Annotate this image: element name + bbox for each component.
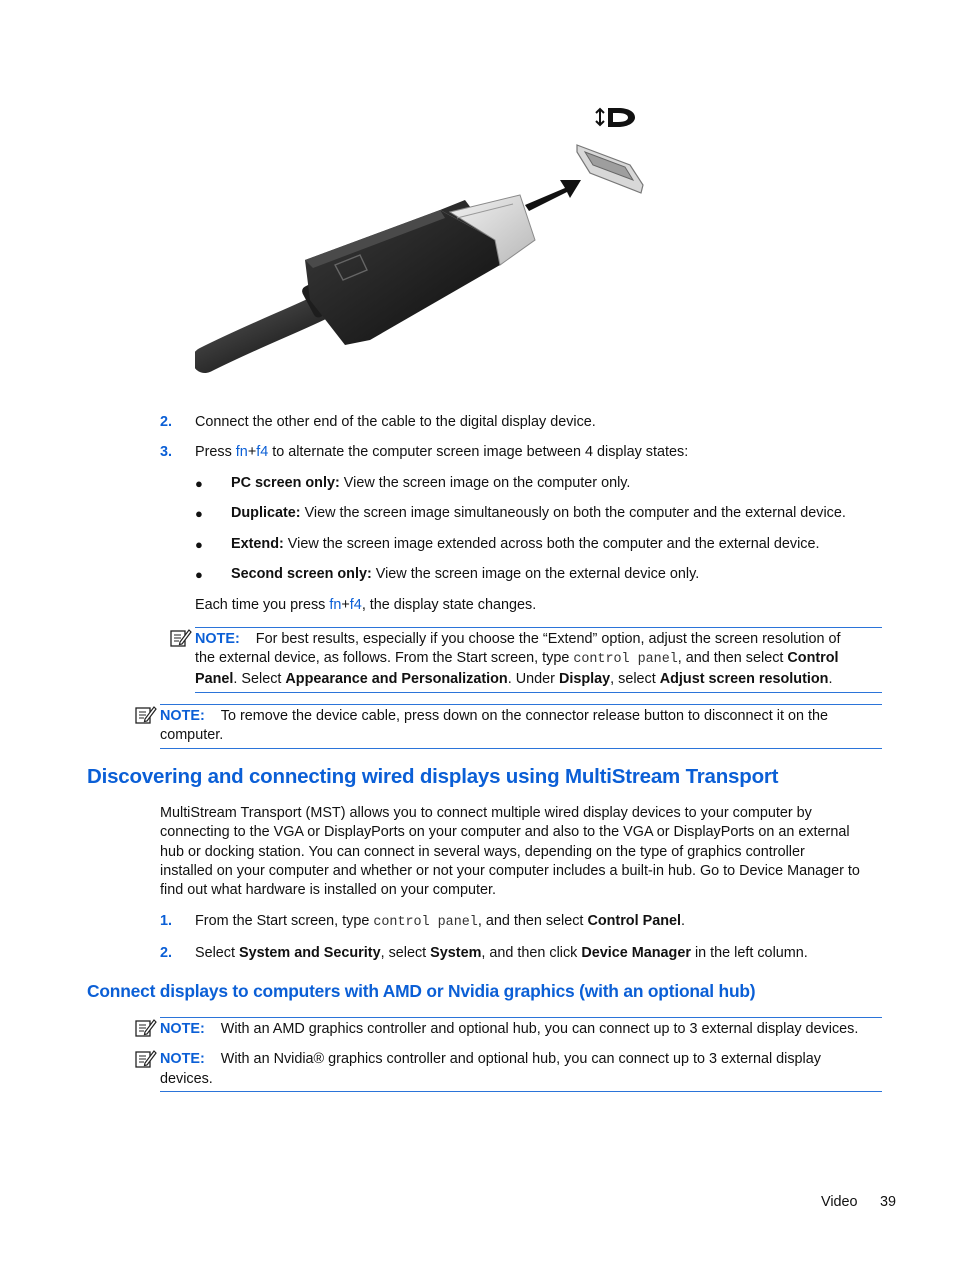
note-rule-top — [160, 1017, 882, 1018]
ui-term: Panel — [195, 671, 234, 687]
text: . — [680, 913, 685, 929]
note-label: NOTE: — [160, 1051, 205, 1067]
bullet-term: Duplicate: — [231, 505, 301, 521]
step-number: 2. — [160, 414, 173, 430]
paragraph-line: installed on your computer and whether or not your computer includes a built-in hub. Go to Device Manager to — [160, 863, 860, 879]
bullet-desc: View the screen image on the external device only. — [371, 566, 700, 582]
text: , select — [380, 945, 431, 961]
text: . — [828, 671, 833, 687]
text: , and then select — [477, 913, 588, 929]
bullet-item — [195, 565, 203, 585]
note-icon — [135, 705, 157, 725]
bullet-desc: View the screen image simultaneously on both the computer and the external device. — [300, 505, 846, 521]
step-2-text — [195, 944, 808, 963]
text: the external device, as follows. From the Start screen, type — [195, 650, 574, 666]
step-2-text: Connect the other end of the cable to the digital display device. — [195, 414, 596, 430]
bullet-term: Extend: — [231, 536, 284, 552]
text: , and then click — [481, 945, 582, 961]
text: , and then select — [677, 650, 788, 666]
step-number: 2. — [160, 945, 173, 961]
text: . Under — [507, 671, 559, 687]
step-1 — [160, 912, 172, 931]
displayport-cable-illustration — [195, 100, 655, 400]
note-line-1 — [195, 630, 841, 649]
ui-term: Appearance and Personalization — [285, 671, 508, 687]
bullet-item — [195, 535, 203, 555]
bullet-term: Second screen only: — [231, 566, 372, 582]
note-line-3 — [195, 670, 832, 689]
text: With an Nvidia® graphics controller and optional hub, you can connect up to 3 external display — [220, 1051, 821, 1067]
note-label: NOTE: — [195, 631, 240, 647]
note-nvidia-line-2: devices. — [160, 1071, 213, 1087]
paragraph-line: find out what hardware is installed on your computer. — [160, 882, 496, 898]
bullet-text — [231, 504, 846, 523]
f4-key: f4 — [256, 444, 269, 460]
fn-key: fn — [329, 597, 342, 613]
text: . Select — [233, 671, 286, 687]
ui-term: System — [430, 945, 482, 961]
note-line-2: computer. — [160, 727, 224, 743]
note-icon — [135, 1018, 157, 1038]
bullet-item — [195, 504, 203, 524]
text: , the display state changes. — [361, 597, 537, 613]
page-number: 39 — [880, 1194, 897, 1210]
fn-key: fn — [235, 444, 248, 460]
note-line-1 — [160, 707, 828, 726]
step-number: 3. — [160, 444, 173, 460]
ui-term: Control Panel — [587, 913, 681, 929]
bullet-icon: ● — [195, 506, 203, 521]
note-line-2 — [195, 649, 839, 669]
note-label: NOTE: — [160, 1021, 205, 1037]
text: For best results, especially if you choose the “Extend” option, adjust the screen resolution of — [255, 631, 841, 647]
text: in the left column. — [690, 945, 808, 961]
bullet-term: PC screen only: — [231, 475, 340, 491]
note-rule-bottom — [160, 1091, 882, 1092]
f4-key: f4 — [349, 597, 362, 613]
bullet-item — [195, 474, 203, 494]
note-nvidia-line-1 — [160, 1050, 821, 1069]
step-2 — [160, 944, 172, 963]
text: Select — [195, 945, 239, 961]
plus: + — [247, 444, 257, 460]
ui-term: Adjust screen resolution — [659, 671, 829, 687]
text: With an AMD graphics controller and optional hub, you can connect up to 3 external display devices. — [220, 1021, 859, 1037]
step-2 — [160, 413, 172, 432]
text: , select — [610, 671, 660, 687]
paragraph-line: hub or docking station. You can connect in several ways, depending on the type of graphics controller — [160, 844, 805, 860]
ui-term: Display — [558, 671, 611, 687]
note-icon — [135, 1049, 157, 1069]
step-number: 1. — [160, 913, 173, 929]
ui-term: Device Manager — [581, 945, 691, 961]
paragraph-line: MultiStream Transport (MST) allows you to connect multiple wired display devices to your computer by — [160, 805, 812, 821]
note-rule-top — [160, 704, 882, 705]
text: To remove the device cable, press down on the connector release button to disconnect it on the — [220, 708, 828, 724]
ui-term: System and Security — [239, 945, 381, 961]
footer-section: Video — [821, 1194, 858, 1210]
bullet-icon: ● — [195, 567, 203, 582]
code: control panel — [373, 915, 478, 930]
bullet-icon: ● — [195, 537, 203, 552]
note-rule-bottom — [195, 692, 882, 693]
bullet-icon: ● — [195, 476, 203, 491]
note-amd — [160, 1020, 858, 1039]
display-state-note — [195, 596, 536, 615]
text: Press — [195, 444, 236, 460]
step-1-text — [195, 912, 685, 932]
text: From the Start screen, type — [195, 913, 374, 929]
bullet-desc: View the screen image extended across both the computer and the external device. — [283, 536, 820, 552]
step-3 — [160, 443, 172, 462]
subsection-title: Connect displays to computers with AMD or Nvidia graphics (with an optional hub) — [87, 981, 756, 1001]
note-rule-bottom — [160, 748, 882, 749]
text: Each time you press — [195, 597, 330, 613]
bullet-text — [231, 535, 820, 554]
displayport-icon — [596, 108, 635, 127]
section-title: Discovering and connecting wired displays using MultiStream Transport — [87, 765, 779, 788]
bullet-text — [231, 565, 699, 584]
note-icon — [170, 628, 192, 648]
ui-term: Control — [787, 650, 839, 666]
paragraph-line: connecting to the VGA or DisplayPorts on your computer and also to the VGA or DisplayPorts on an external — [160, 824, 850, 840]
plus: + — [341, 597, 350, 613]
bullet-text — [231, 474, 630, 493]
note-rule-top — [195, 627, 882, 628]
bullet-desc: View the screen image on the computer only. — [339, 475, 631, 491]
code: control panel — [573, 652, 678, 667]
note-label: NOTE: — [160, 708, 205, 724]
step-3-text — [195, 443, 688, 462]
text: to alternate the computer screen image between 4 display states: — [268, 444, 689, 460]
